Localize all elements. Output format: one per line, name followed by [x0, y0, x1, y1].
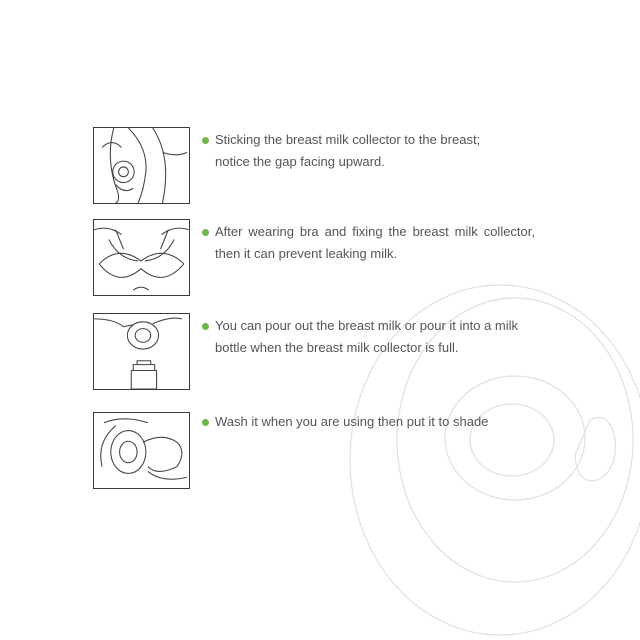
bullet-dot — [202, 323, 209, 330]
step-4-text: Wash it when you are using then put it to shade — [215, 414, 489, 429]
bullet-dot — [202, 229, 209, 236]
bra-wearing-illustration — [93, 219, 190, 296]
bullet-dot — [202, 419, 209, 426]
bullet-dot — [202, 137, 209, 144]
step-3-text: You can pour out the breast milk or pour it into a milk bottle when the breast milk collector is full. — [215, 318, 519, 355]
pour-milk-bottle-illustration — [93, 313, 190, 390]
step-2-text: After wearing bra and fixing the breast milk collector, then it can prevent leaking milk. — [215, 224, 535, 261]
breast-collector-attach-illustration — [93, 127, 190, 204]
washing-collector-illustration — [93, 412, 190, 489]
step-1-text: Sticking the breast milk collector to the breast; notice the gap facing upward. — [215, 132, 481, 169]
